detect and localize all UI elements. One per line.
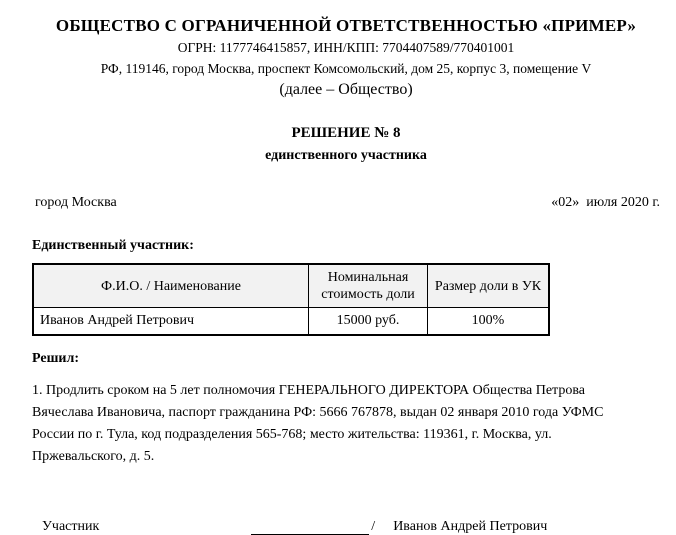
column-header-nominal-value: Номинальная стоимость доли xyxy=(309,264,428,308)
participant-name-cell: Иванов Андрей Петрович xyxy=(33,308,309,336)
signature-separator: / xyxy=(371,519,376,534)
signature-row xyxy=(32,519,660,535)
column-header-share-size: Размер доли в УК xyxy=(428,264,550,308)
alias-line: (далее – Общество) xyxy=(279,81,413,98)
company-name: ОБЩЕСТВО С ОГРАНИЧЕННОЙ ОТВЕТСТВЕННОСТЬЮ «ПРИМЕР» xyxy=(55,16,637,35)
decision-title: РЕШЕНИЕ № 8 xyxy=(291,125,401,141)
place-date-row xyxy=(32,195,660,211)
signature-line xyxy=(251,519,369,535)
table-header-row xyxy=(33,264,549,308)
share-size-cell: 100% xyxy=(428,308,550,336)
nominal-value-cell: 15000 руб. xyxy=(309,308,428,336)
table-row xyxy=(33,308,549,336)
decision-title-block xyxy=(32,125,660,164)
address-line: РФ, 119146, город Москва, проспект Комсомольский, дом 25, корпус 3, помещение V xyxy=(100,61,592,76)
resolution-heading: Решил: xyxy=(32,351,79,366)
signature-name: Иванов Андрей Петрович xyxy=(393,519,548,534)
registration-line: ОГРН: 1177746415857, ИНН/КПП: 7704407589/770401001 xyxy=(177,40,515,55)
participant-heading: Единственный участник: xyxy=(32,238,194,253)
participant-table xyxy=(32,263,550,336)
date-label: «02» июля 2020 г. xyxy=(551,195,660,210)
signature-role-label: Участник xyxy=(42,519,100,534)
decision-subtitle: единственного участника xyxy=(265,148,427,163)
document-header xyxy=(32,16,660,99)
resolution-item: 1. Продлить сроком на 5 лет полномочия ГЕНЕРАЛЬНОГО ДИРЕКТОРА Общества Петрова Вячеслава Ивановича, паспорт гражданина РФ: 5666 767878, выдан 02 января 2010 года УФМС России по г. Тула, код подразделения 565-768; место жительства: 119361, г. Москва, ул. Пржевальского, д. 5. xyxy=(32,383,604,464)
column-header-name: Ф.И.О. / Наименование xyxy=(33,264,309,308)
city-label: город Москва xyxy=(35,195,117,210)
